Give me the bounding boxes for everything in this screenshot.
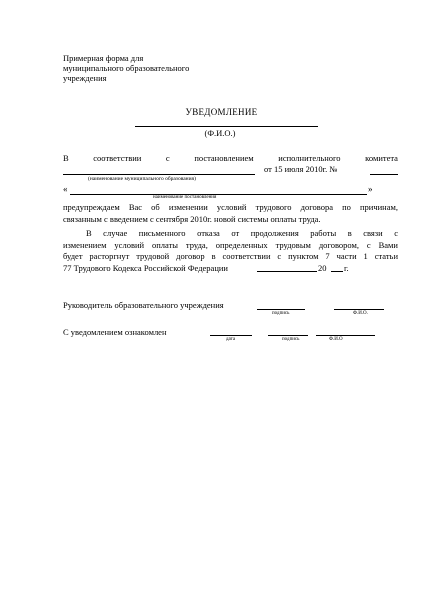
quote-open: « [63, 184, 68, 194]
notice-line-2: связанным с введением с сентября 2010г. новой системы оплаты труда. [63, 213, 321, 224]
quote-close: » [368, 184, 373, 194]
acknowledge-date-line [210, 335, 252, 336]
head-fio-caption: Ф.И.О. [353, 311, 368, 316]
consequence-line-4-text: 77 Трудового Кодекса Российской Федерации [63, 262, 228, 273]
document-title: УВЕДОМЛЕНИЕ [185, 107, 258, 117]
year-blank-line [331, 271, 343, 272]
recipient-name-line [135, 126, 318, 127]
head-label: Руководитель образовательного учреждения [63, 300, 224, 310]
decree-caption: наименование постановления [153, 195, 217, 200]
header-note-line-2: муниципального образовательного [63, 63, 190, 73]
municipality-line [63, 174, 255, 175]
head-fio-line [334, 309, 384, 310]
head-signature-line [257, 309, 305, 310]
intro-word-5: исполнительного [278, 153, 341, 163]
head-sign-caption: подпись [272, 311, 290, 316]
acknowledge-label: С уведомлением ознакомлен [63, 327, 167, 337]
consequence-line-2: изменением условий оплаты труда, определенных трудовым договором, с Вами [63, 239, 398, 250]
acknowledge-fio-caption: Ф.И.О [329, 337, 343, 342]
header-note-line-3: учреждения [63, 73, 107, 83]
fio-label: (Ф.И.О.) [204, 128, 236, 138]
date-blank-line [257, 271, 317, 272]
acknowledge-date-caption: дата [226, 337, 236, 342]
notice-line-1: предупреждаем Вас об изменении условий трудового договора по причинам, [63, 202, 398, 212]
acknowledge-fio-line [316, 335, 375, 336]
notice-paragraph [63, 202, 398, 225]
year-suffix: г. [344, 263, 349, 273]
decree-date: от 15 июля 2010г. № [264, 164, 338, 174]
municipality-caption: (наименование муниципального образования) [88, 176, 196, 182]
decree-number-line [370, 174, 398, 175]
intro-word-3: с [165, 153, 170, 163]
intro-word-1: В [63, 153, 69, 163]
intro-word-2: соответствии [93, 153, 142, 163]
intro-word-6: комитета [365, 153, 398, 163]
intro-word-4: постановлением [194, 153, 254, 163]
intro-line [63, 153, 398, 163]
consequence-line-1: В случае письменного отказа от продолжения работы в связи с [86, 228, 398, 238]
year-prefix: 20 [318, 263, 327, 273]
decree-name-line [70, 194, 367, 195]
acknowledge-signature-line [268, 335, 308, 336]
consequence-line-3: будет расторгнут трудовой договор в соответствии с пунктом 7 части 1 статьи [63, 251, 398, 261]
acknowledge-sign-caption: подпись [282, 337, 300, 342]
header-note-line-1: Примерная форма для [63, 53, 144, 63]
